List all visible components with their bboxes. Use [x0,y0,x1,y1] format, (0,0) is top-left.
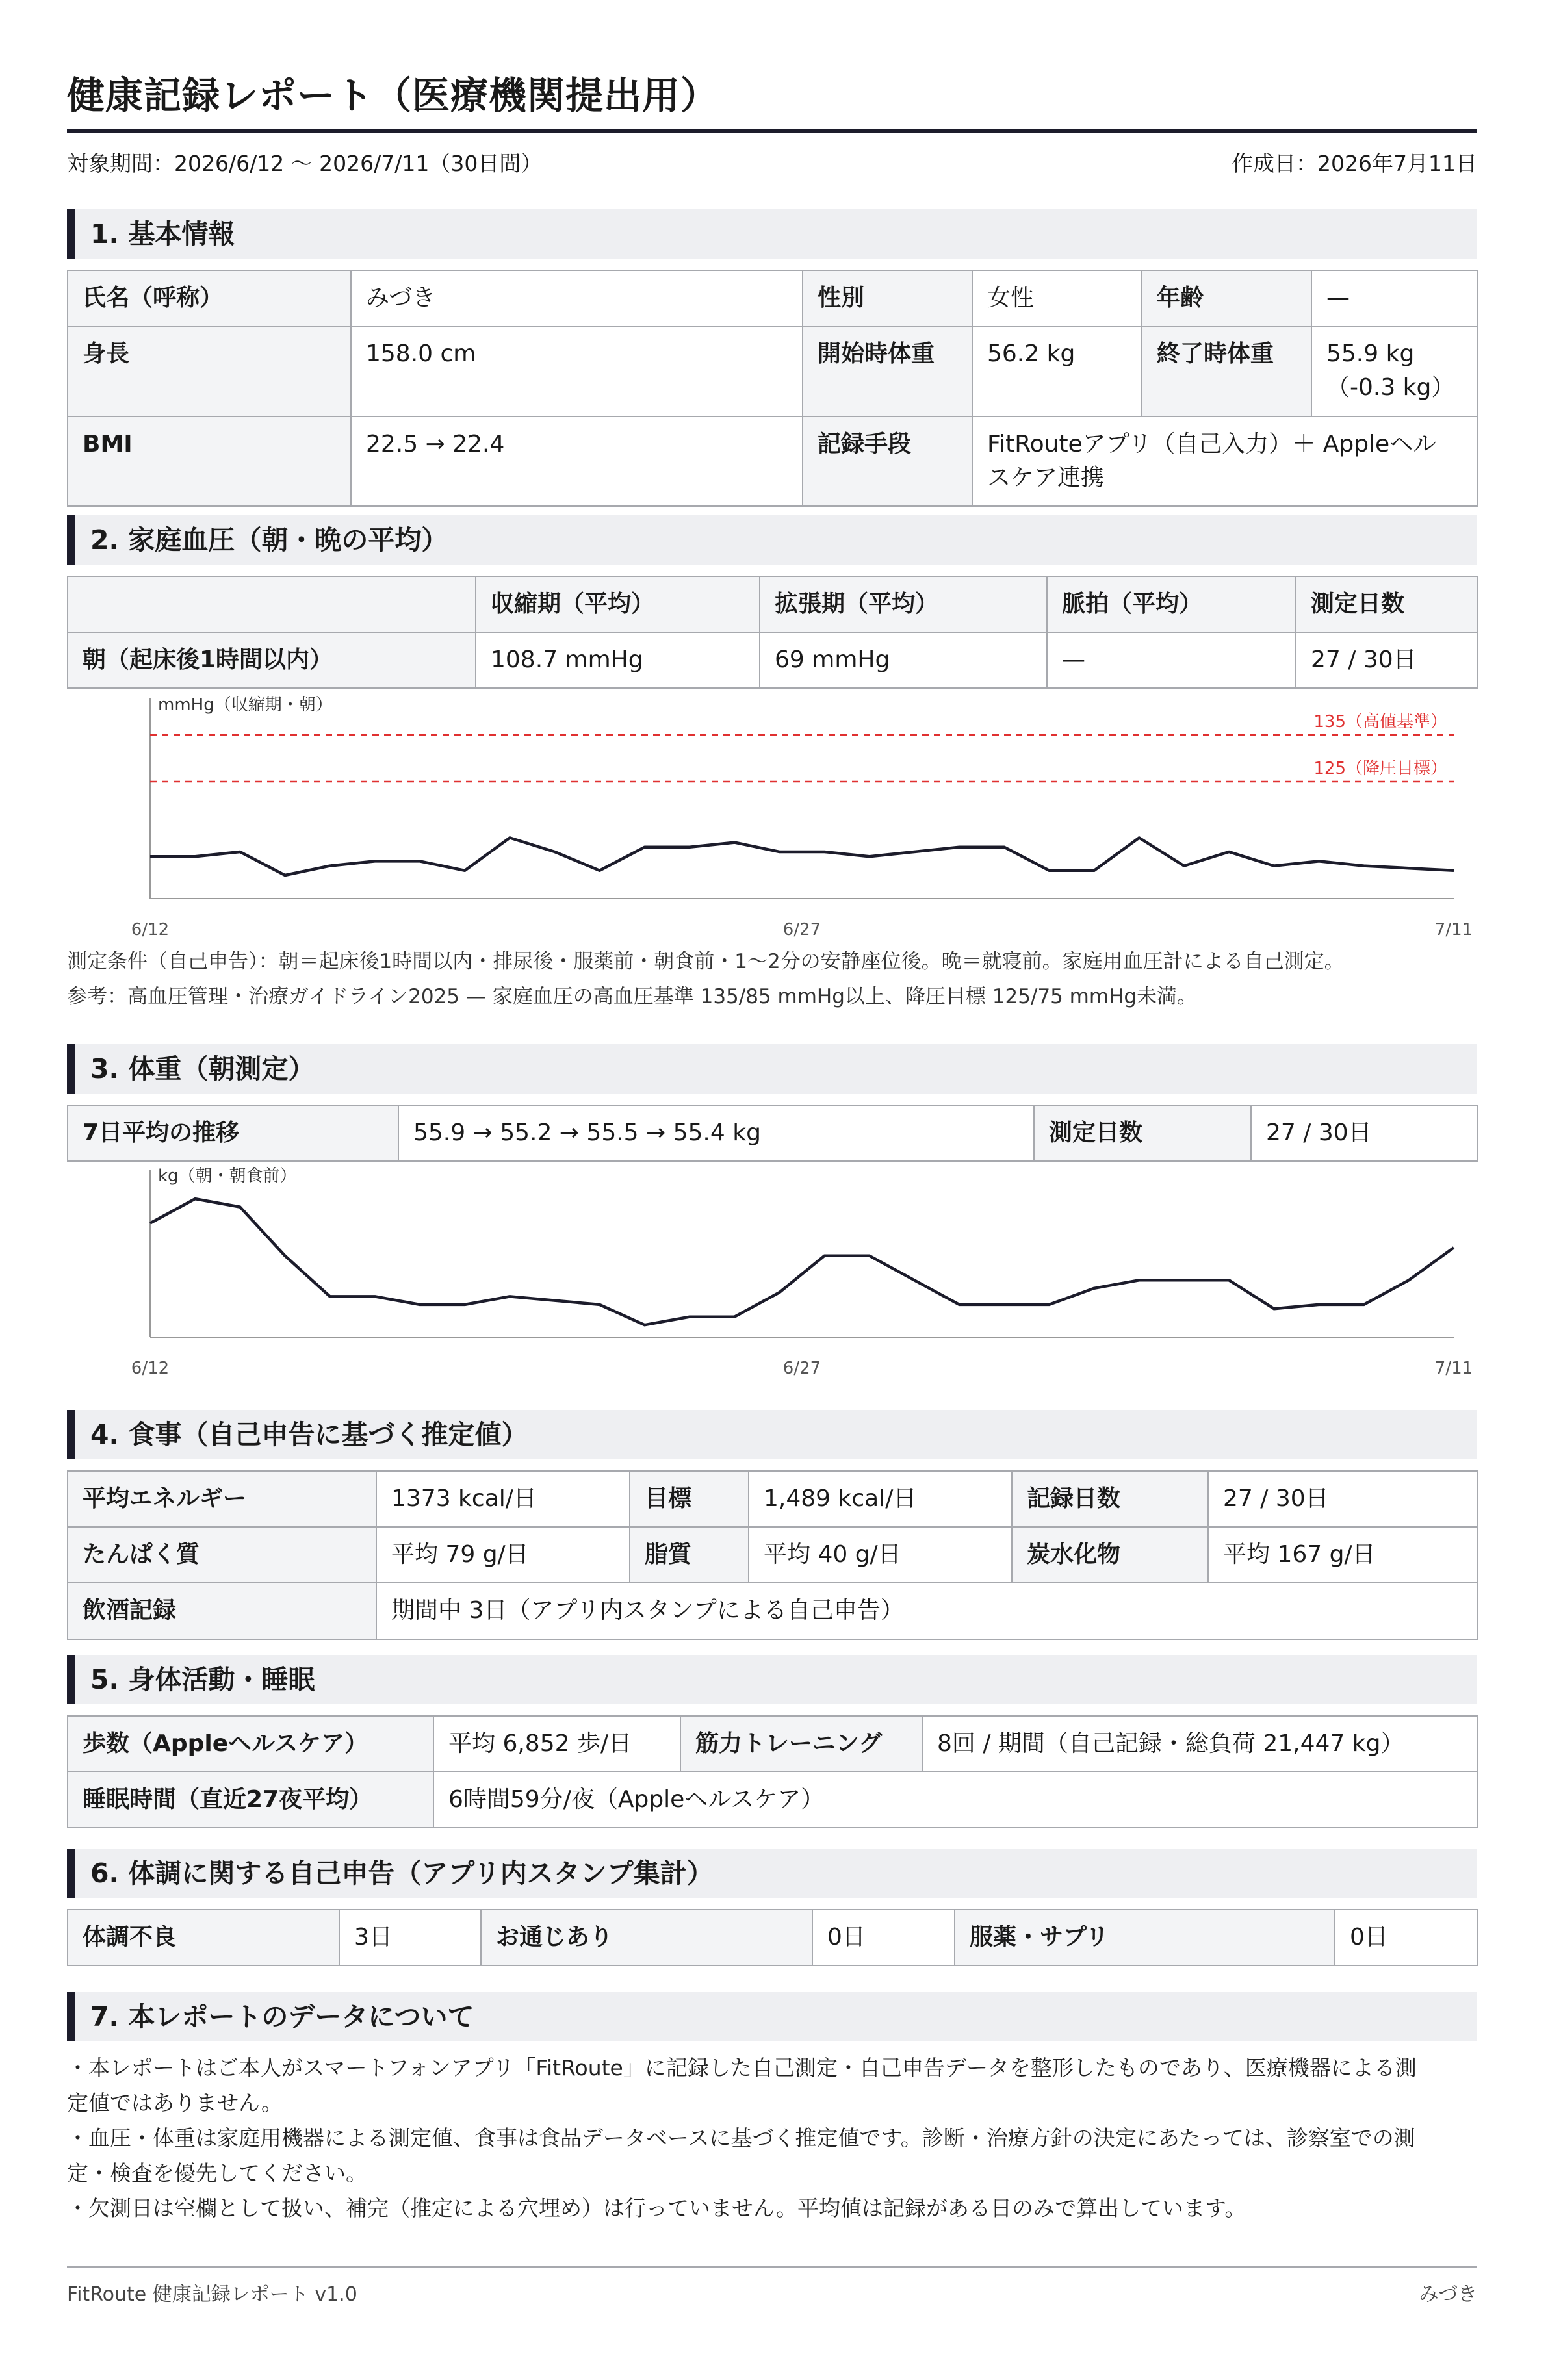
bmi-value: 22.5 → 22.4 [351,416,803,506]
period-text: 対象期間：2026/6/12 〜 2026/7/11（30日間） [67,151,543,176]
series-line [150,1199,1454,1325]
steps-label: 歩数（Appleヘルスケア） [68,1716,433,1772]
bmi-label: BMI [68,416,351,506]
basic-info-table [67,270,1478,507]
age-value: — [1311,270,1478,326]
table-row [68,576,1478,632]
weight-avg-value: 55.9 → 55.2 → 55.5 → 55.4 kg [398,1105,1034,1161]
weight-avg-label: 7日平均の推移 [68,1105,398,1161]
weight-days-label: 測定日数 [1034,1105,1251,1161]
protein-label: たんぱく質 [68,1527,376,1583]
height-value: 158.0 cm [351,326,803,416]
report-meta [67,147,1477,177]
table-row [68,1772,1478,1828]
bp-row-label: 朝（起床後1時間以内） [68,632,476,688]
footer [67,2278,1477,2307]
bp-diastolic-value: 69 mmHg [760,632,1047,688]
alcohol-label: 飲酒記録 [68,1583,376,1639]
bowel-value: 0日 [812,1910,955,1965]
activity-table [67,1715,1478,1828]
strength-label: 筋力トレーニング [680,1716,922,1772]
start-weight-label: 開始時体重 [803,326,972,416]
section-header-activity-sleep: 5. 身体活動・睡眠 [67,1655,1477,1704]
name-label: 氏名（呼称） [68,270,351,326]
bp-systolic-value: 108.7 mmHg [476,632,760,688]
x-tick-label: 7/11 [1434,1359,1473,1378]
strength-value: 8回 / 期間（自己記録・総負荷 21,447 kg） [922,1716,1478,1772]
end-weight-kg: 55.9 kg [1326,340,1415,368]
target-label: 目標 [630,1471,749,1527]
medication-label: 服薬・サプリ [955,1910,1335,1965]
y-axis-label: mmHg（収縮期・朝） [158,695,333,715]
table-row [68,1910,1478,1965]
carb-value: 平均 167 g/日 [1208,1527,1478,1583]
about-line-3: ・血圧・体重は家庭用機器による測定値、食事は食品データベースに基づく推定値です。診断・治療方針の決定にあたっては、診察室での測 [67,2125,1415,2151]
carb-label: 炭水化物 [1012,1527,1208,1583]
weight-chart [67,1157,1477,1384]
about-line-5: ・欠測日は空欄として扱い、補完（推定による穴埋め）は行っていません。平均値は記録がある日のみで算出しています。 [67,2195,1246,2221]
height-label: 身長 [68,326,351,416]
ill-value: 3日 [339,1910,481,1965]
age-label: 年齢 [1142,270,1311,326]
reference-label-135: 135（高値基準） [1313,712,1447,732]
record-method-label: 記録手段 [803,416,972,506]
record-method-line2: スケア連携 [987,464,1105,491]
sleep-value: 6時間59分/夜（Appleヘルスケア） [433,1772,1478,1828]
fat-label: 脂質 [630,1527,749,1583]
weight-days-value: 27 / 30日 [1251,1105,1478,1161]
table-row [68,326,1478,416]
footer-divider [67,2266,1477,2268]
y-axis-label: kg（朝・朝食前） [158,1166,297,1186]
about-data-text [67,2051,1477,2226]
table-row [68,1105,1478,1161]
created-date: 作成日：2026年7月11日 [1232,151,1477,176]
section-header-basic-info: 1. 基本情報 [67,209,1477,259]
target-value: 1,489 kcal/日 [749,1471,1012,1527]
title-divider [67,129,1477,133]
x-tick-label: 6/12 [131,1359,170,1378]
sleep-label: 睡眠時間（直近27夜平均） [68,1772,433,1828]
energy-label: 平均エネルギー [68,1471,376,1527]
sex-label: 性別 [803,270,972,326]
sex-value: 女性 [972,270,1142,326]
steps-value: 平均 6,852 歩/日 [433,1716,680,1772]
bowel-label: お通じあり [481,1910,812,1965]
bp-guideline-note: 参考：高血圧管理・治療ガイドライン2025 — 家庭血圧の高血圧基準 135/85 mmHg以上、降圧目標 125/75 mmHg未満。 [67,985,1198,1008]
diet-days-label: 記録日数 [1012,1471,1208,1527]
start-weight-value: 56.2 kg [972,326,1142,416]
section-header-weight: 3. 体重（朝測定） [67,1044,1477,1094]
weight-table [67,1105,1478,1162]
series-line [150,838,1454,875]
ill-label: 体調不良 [68,1910,339,1965]
bp-header-pulse: 脈拍（平均） [1047,576,1296,632]
diet-table [67,1470,1478,1640]
alcohol-value: 期間中 3日（アプリ内スタンプによる自己申告） [376,1583,1478,1639]
blood-pressure-chart [67,685,1477,945]
about-line-1: ・本レポートはご本人がスマートフォンアプリ「FitRoute」に記録した自己測定・自己申告データを整形したものであり、医療機器による測 [67,2055,1417,2080]
fat-value: 平均 40 g/日 [749,1527,1012,1583]
x-tick-label: 7/11 [1434,920,1473,940]
bp-header-blank [68,576,476,632]
bp-measurement-note: 測定条件（自己申告）：朝＝起床後1時間以内・排尿後・服薬前・朝食前・1〜2分の安静座位後。晩＝就寝前。家庭用血圧計による自己測定。 [67,950,1345,973]
bp-days-value: 27 / 30日 [1296,632,1478,688]
bp-header-days: 測定日数 [1296,576,1478,632]
energy-value: 1373 kcal/日 [376,1471,630,1527]
x-tick-label: 6/27 [782,920,821,940]
protein-value: 平均 79 g/日 [376,1527,630,1583]
footer-user-name: みづき [1419,2283,1477,2306]
x-tick-label: 6/12 [131,920,170,940]
blood-pressure-table [67,576,1478,689]
table-row [68,1527,1478,1583]
end-weight-value [1311,326,1478,416]
medication-value: 0日 [1335,1910,1478,1965]
report-title: 健康記録レポート（医療機関提出用） [67,73,719,118]
bp-pulse-value: — [1047,632,1296,688]
x-tick-label: 6/27 [782,1359,821,1378]
diet-days-value: 27 / 30日 [1208,1471,1478,1527]
section-header-diet: 4. 食事（自己申告に基づく推定値） [67,1410,1477,1459]
name-value: みづき [351,270,803,326]
reference-label-125: 125（降圧目標） [1313,759,1447,778]
about-line-4: 定・検査を優先してください。 [67,2160,367,2186]
end-weight-label: 終了時体重 [1142,326,1311,416]
section-header-about-data: 7. 本レポートのデータについて [67,1992,1477,2041]
bp-header-systolic: 収縮期（平均） [476,576,760,632]
bp-header-diastolic: 拡張期（平均） [760,576,1047,632]
table-row [68,270,1478,326]
footer-app-version: FitRoute 健康記録レポート v1.0 [67,2283,357,2306]
table-row [68,632,1478,688]
self-report-table [67,1909,1478,1966]
section-header-blood-pressure: 2. 家庭血圧（朝・晩の平均） [67,515,1477,565]
table-row [68,1583,1478,1639]
end-weight-diff: （-0.3 kg） [1326,374,1455,402]
about-line-2: 定値ではありません。 [67,2090,283,2116]
table-row [68,416,1478,506]
record-method-line1: FitRouteアプリ（自己入力）＋ Appleヘル [987,430,1437,457]
table-row [68,1716,1478,1772]
table-row [68,1471,1478,1527]
record-method-value [972,416,1478,506]
section-header-self-report: 6. 体調に関する自己申告（アプリ内スタンプ集計） [67,1849,1477,1898]
